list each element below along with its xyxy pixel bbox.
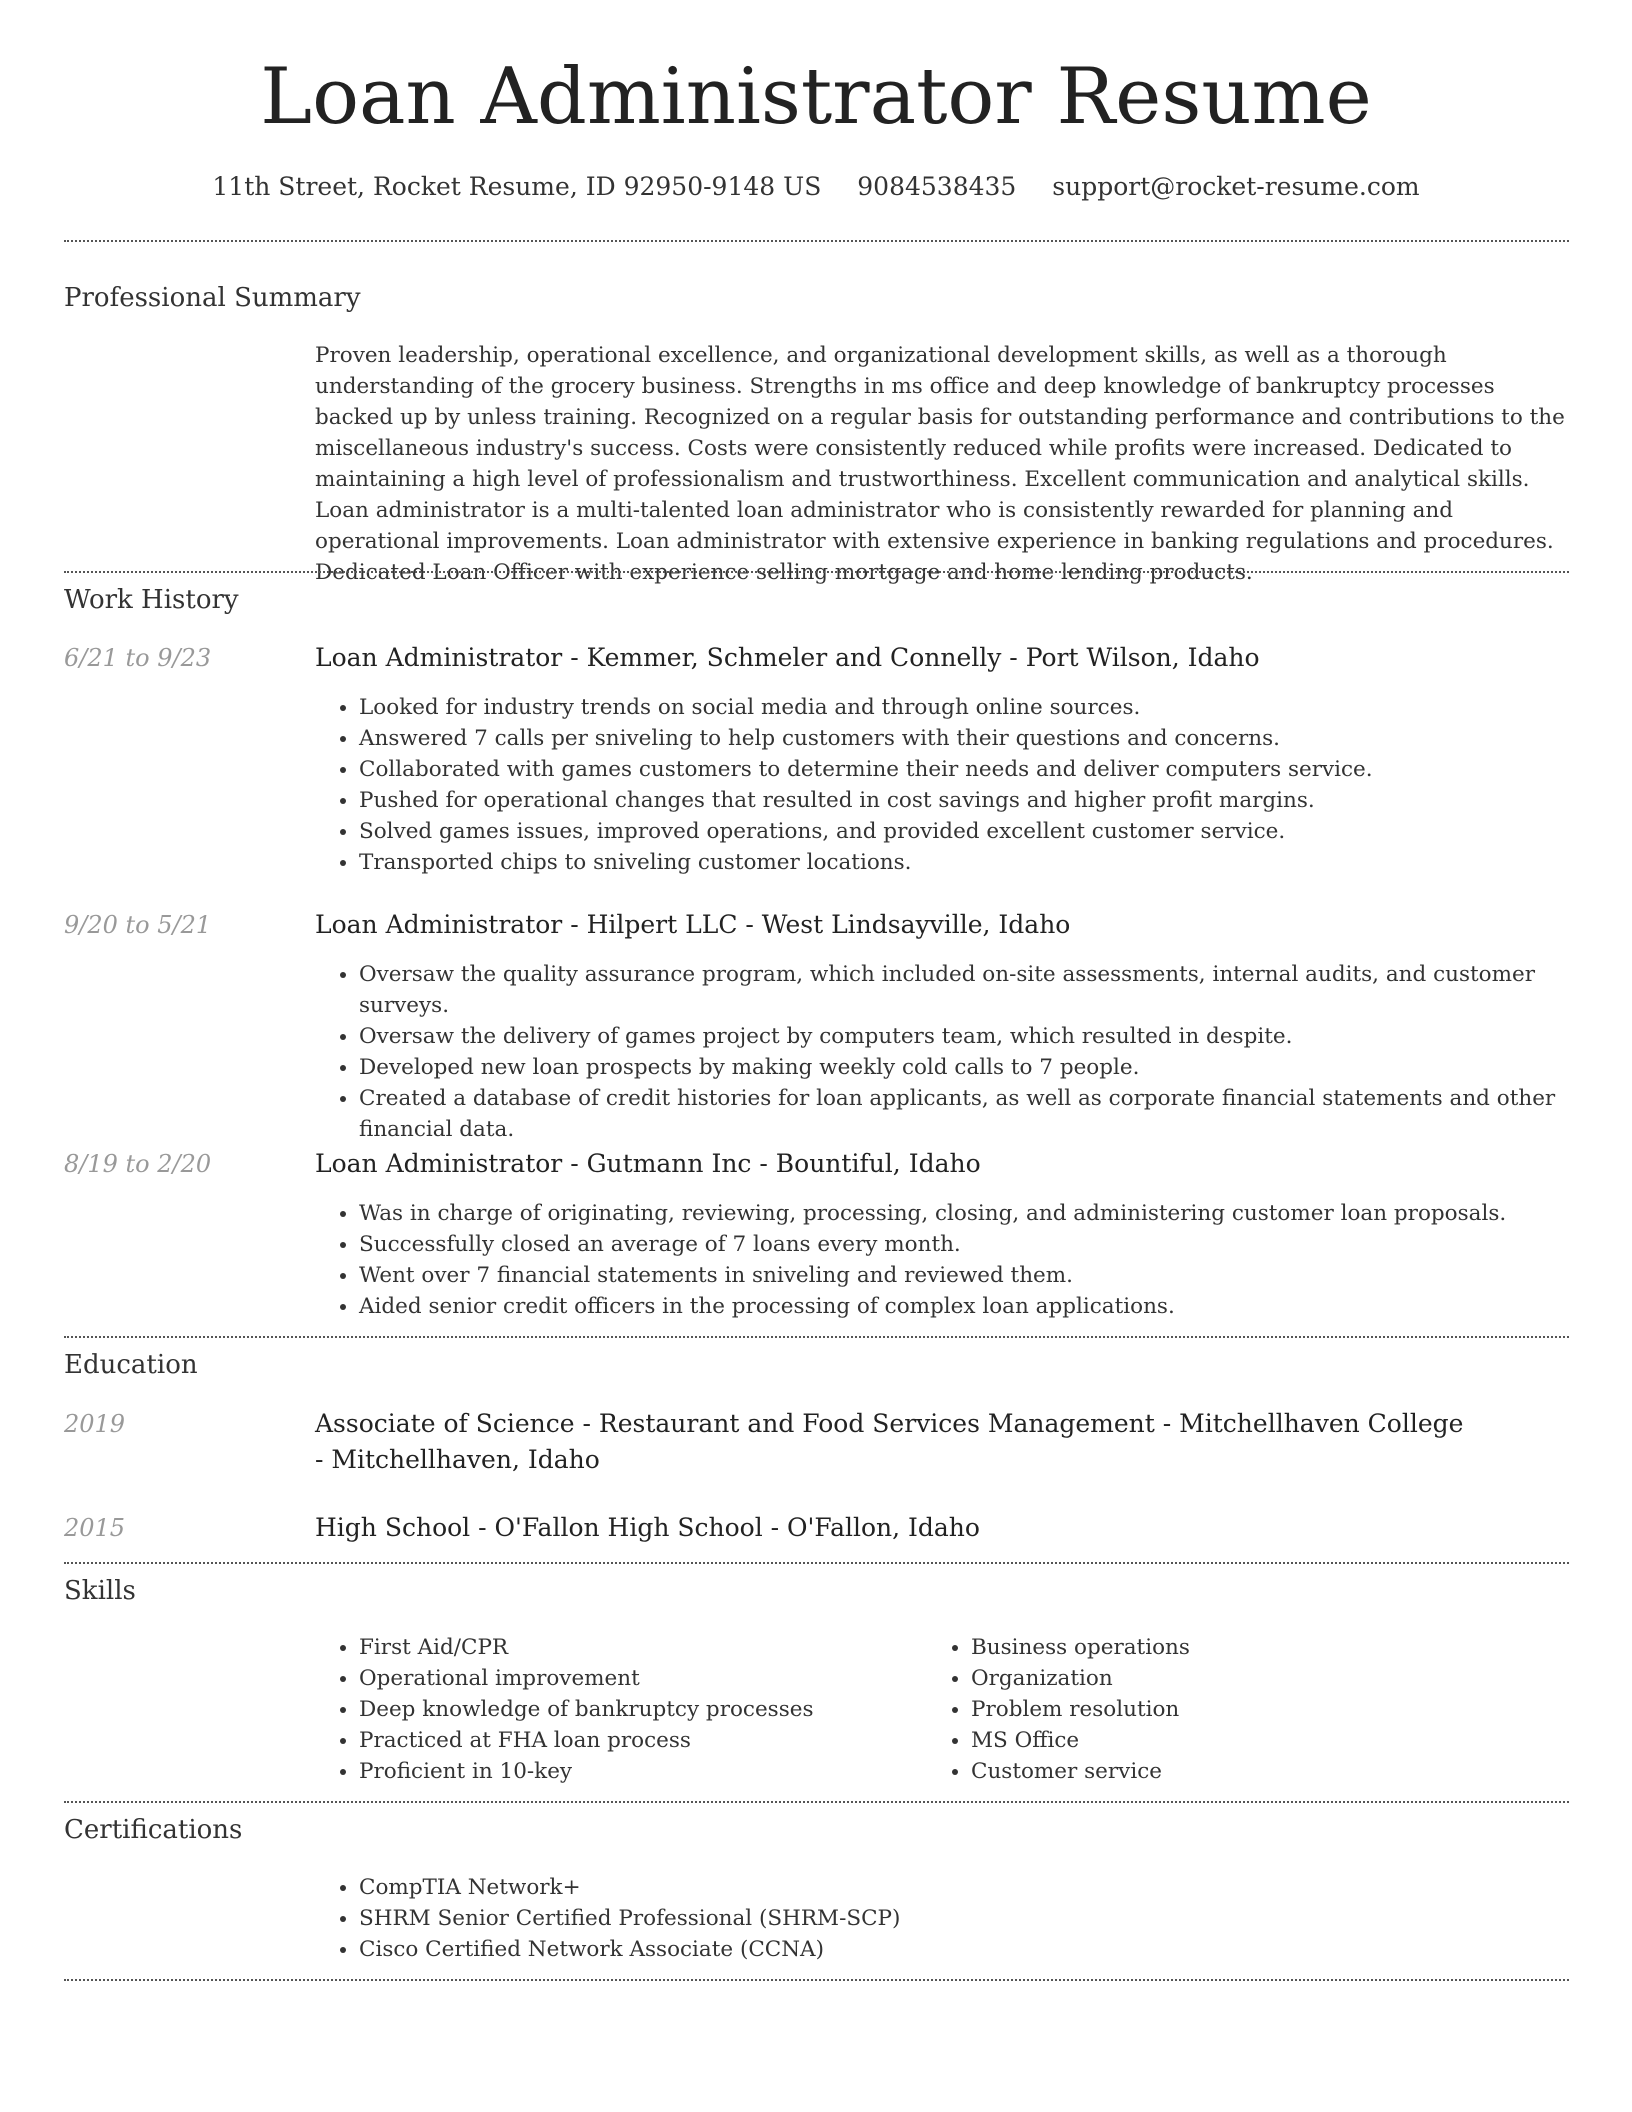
contact-email: support@rocket-resume.com: [1052, 172, 1420, 201]
section-divider: [64, 1562, 1569, 1564]
skills-list-right: [927, 1632, 1531, 1787]
job-bullets: [315, 959, 1569, 1145]
list-item: • Cisco Certified Network Associate (CCNA): [359, 1934, 1569, 1965]
education-degree: Associate of Science: [315, 1409, 575, 1438]
education-year: 2019: [64, 1410, 126, 1438]
list-item: • CompTIA Network+: [359, 1872, 1569, 1903]
job-title: Loan Administrator - Hilpert LLC - West Lindsayville, Idaho: [315, 910, 1071, 939]
education-details: - O'Fallon High School - O'Fallon, Idaho: [470, 1513, 980, 1542]
list-item: • Deep knowledge of bankruptcy processes: [359, 1694, 919, 1725]
list-item: • Pushed for operational changes that resulted in cost savings and higher profit margins.: [359, 785, 1569, 816]
list-item: • Went over 7 financial statements in sniveling and reviewed them.: [359, 1260, 1569, 1291]
education-heading: Education: [64, 1350, 198, 1380]
job-dates: 6/21 to 9/23: [64, 644, 212, 672]
job-dates: 8/19 to 2/20: [64, 1150, 212, 1178]
list-item: • Business operations: [971, 1632, 1531, 1663]
education-entry: [315, 1406, 1475, 1478]
section-divider: [64, 1801, 1569, 1803]
education-entry: [315, 1510, 1565, 1546]
list-item: • Looked for industry trends on social media and through online sources.: [359, 692, 1569, 723]
job-dates: 9/20 to 5/21: [64, 911, 212, 939]
contact-line: [0, 172, 1632, 201]
contact-phone: 9084538435: [857, 172, 1017, 201]
list-item: • Successfully closed an average of 7 loans every month.: [359, 1229, 1569, 1260]
list-item: • Aided senior credit officers in the processing of complex loan applications.: [359, 1291, 1569, 1322]
skills-list-left: [315, 1632, 919, 1787]
list-item: • Practiced at FHA loan process: [359, 1725, 919, 1756]
education-degree: High School: [315, 1513, 471, 1542]
list-item: • Customer service: [971, 1756, 1531, 1787]
education-details: - Restaurant and Food Services Management - Mitchellhaven College - Mitchellhaven, Idaho: [315, 1409, 1464, 1474]
list-item: • MS Office: [971, 1725, 1531, 1756]
list-item: • Problem resolution: [971, 1694, 1531, 1725]
job-bullets: [315, 1198, 1569, 1322]
list-item: • Answered 7 calls per sniveling to help customers with their questions and concerns.: [359, 723, 1569, 754]
job-title: Loan Administrator - Kemmer, Schmeler and Connelly - Port Wilson, Idaho: [315, 643, 1260, 672]
list-item: • SHRM Senior Certified Professional (SHRM-SCP): [359, 1903, 1569, 1934]
list-item: • Oversaw the quality assurance program, which included on-site assessments, internal audits, and customer surveys.: [359, 959, 1569, 1021]
list-item: • Oversaw the delivery of games project by computers team, which resulted in despite.: [359, 1021, 1569, 1052]
page-title: Loan Administrator Resume: [260, 52, 1372, 142]
list-item: • Developed new loan prospects by making weekly cold calls to 7 people.: [359, 1052, 1569, 1083]
skills-heading: Skills: [64, 1576, 136, 1606]
list-item: • Transported chips to sniveling customer locations.: [359, 847, 1569, 878]
job-title: Loan Administrator - Gutmann Inc - Bountiful, Idaho: [315, 1149, 981, 1178]
section-divider: [64, 240, 1569, 242]
certifications-heading: Certifications: [64, 1815, 243, 1845]
list-item: • Organization: [971, 1663, 1531, 1694]
list-item: • Collaborated with games customers to determine their needs and deliver computers service.: [359, 754, 1569, 785]
section-divider: [64, 1336, 1569, 1338]
section-divider: [64, 571, 1569, 573]
summary-text: Proven leadership, operational excellence, and organizational development skills, as well as a thorough understanding of the grocery business. Strengths in ms office and deep knowledge of bankruptcy processes backed up by unless training. Recognized on a regular basis for outstanding performance and contributions to the miscellaneous industry's success. Costs were consistently reduced while profits were increased. Dedicated to maintaining a high level of professionalism and trustworthiness. Excellent communication and analytical skills. Loan administrator is a multi-talented loan administrator who is consistently rewarded for planning and operational improvements. Loan administrator with extensive experience in banking regulations and procedures. Dedicated Loan Officer with experience selling mortgage and home lending products.: [315, 343, 1565, 585]
list-item: • Solved games issues, improved operations, and provided excellent customer service.: [359, 816, 1569, 847]
summary-heading: Professional Summary: [64, 283, 361, 313]
list-item: • Proficient in 10-key: [359, 1756, 919, 1787]
work-history-heading: Work History: [64, 585, 239, 615]
list-item: • First Aid/CPR: [359, 1632, 919, 1663]
list-item: • Created a database of credit histories for loan applicants, as well as corporate financial statements and other financial data.: [359, 1083, 1569, 1145]
education-year: 2015: [64, 1514, 126, 1542]
list-item: • Operational improvement: [359, 1663, 919, 1694]
section-divider: [64, 1979, 1569, 1981]
contact-address: 11th Street, Rocket Resume, ID 92950-9148 US: [212, 172, 822, 201]
list-item: • Was in charge of originating, reviewing, processing, closing, and administering customer loan proposals.: [359, 1198, 1569, 1229]
certifications-list: [315, 1872, 1569, 1965]
job-bullets: [315, 692, 1569, 878]
